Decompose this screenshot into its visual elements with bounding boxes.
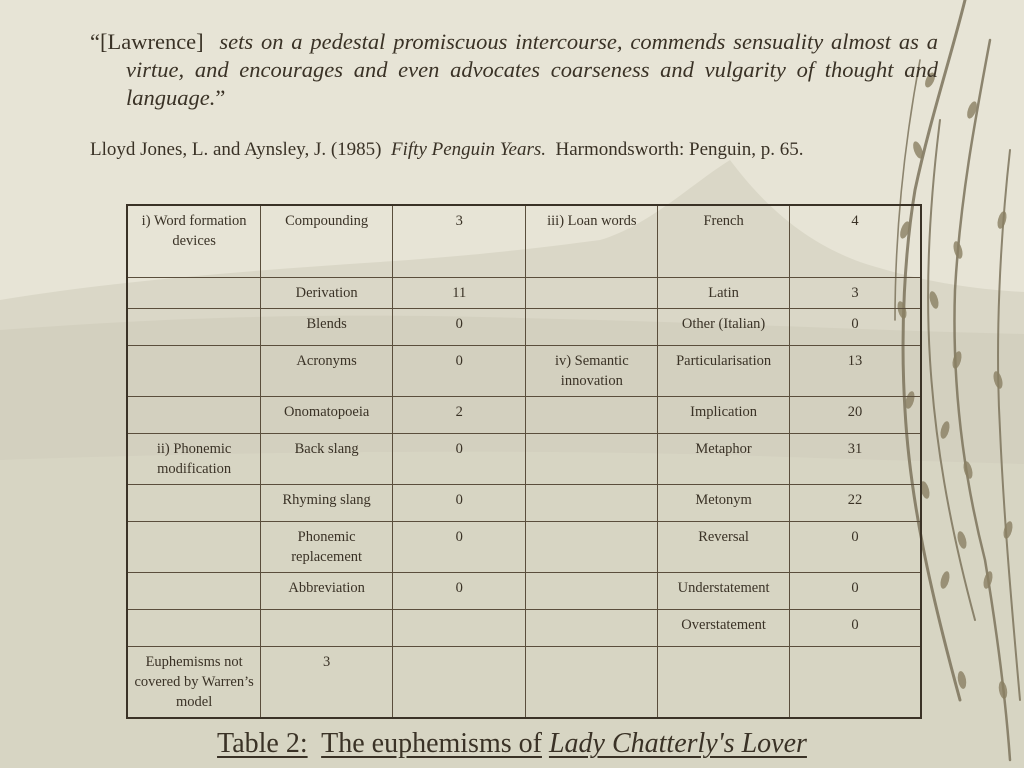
- table-cell: 0: [393, 572, 526, 609]
- table-cell: [127, 345, 261, 396]
- caption-text: The euphemisms of: [321, 728, 542, 759]
- table-cell: Reversal: [658, 521, 790, 572]
- table-cell: 11: [393, 277, 526, 308]
- table-row: [127, 277, 921, 308]
- table-cell: Latin: [658, 277, 790, 308]
- table-cell: 3: [261, 646, 393, 718]
- citation-authors: Lloyd Jones, L. and Aynsley, J. (1985): [90, 139, 382, 160]
- table-cell: 0: [393, 345, 526, 396]
- table-row: [127, 609, 921, 646]
- table-cell: Back slang: [261, 433, 393, 484]
- table-cell: Acronyms: [261, 345, 393, 396]
- table-cell: [526, 433, 658, 484]
- table-cell: [526, 308, 658, 345]
- table-cell: iii) Loan words: [526, 205, 658, 277]
- table-cell: iv) Semantic innovation: [526, 345, 658, 396]
- caption-label: Table 2:: [217, 728, 308, 759]
- table-cell: 2: [393, 396, 526, 433]
- table-cell: 22: [790, 484, 922, 521]
- table-cell: 3: [393, 205, 526, 277]
- table-cell: [393, 646, 526, 718]
- table-cell: Derivation: [261, 277, 393, 308]
- table-cell: 13: [790, 345, 922, 396]
- table-cell: Metonym: [658, 484, 790, 521]
- caption-title: Lady Chatterly's Lover: [548, 728, 807, 759]
- table-caption: [0, 726, 1024, 762]
- citation-title: Fifty Penguin Years.: [391, 139, 546, 160]
- table-cell: [127, 484, 261, 521]
- table-cell: Blends: [261, 308, 393, 345]
- table-cell: [127, 277, 261, 308]
- table-row: [127, 521, 921, 572]
- table-cell: 31: [790, 433, 922, 484]
- table-cell: Onomatopoeia: [261, 396, 393, 433]
- table-cell: Particularisation: [658, 345, 790, 396]
- table-cell: [790, 646, 922, 718]
- table-cell: 0: [393, 433, 526, 484]
- table-cell: Other (Italian): [658, 308, 790, 345]
- table-cell: 0: [790, 572, 922, 609]
- table-row: [127, 308, 921, 345]
- table-cell: Understatement: [658, 572, 790, 609]
- table-row: [127, 572, 921, 609]
- table-cell: 0: [393, 521, 526, 572]
- citation: [90, 138, 950, 162]
- table-cell: Euphemisms not covered by Warren’s model: [127, 646, 261, 718]
- table-cell: Rhyming slang: [261, 484, 393, 521]
- table-cell: French: [658, 205, 790, 277]
- table-cell: Phonemic replacement: [261, 521, 393, 572]
- table-cell: Metaphor: [658, 433, 790, 484]
- table-cell: [127, 572, 261, 609]
- table-cell: [526, 521, 658, 572]
- table-row: [127, 646, 921, 718]
- table-cell: [526, 572, 658, 609]
- table-cell: ii) Phonemic modification: [127, 433, 261, 484]
- table-cell: 0: [790, 308, 922, 345]
- table-row: [127, 396, 921, 433]
- table-cell: 0: [790, 609, 922, 646]
- table-cell: [526, 396, 658, 433]
- quote-close: ”: [215, 85, 226, 110]
- table-cell: 0: [393, 308, 526, 345]
- quotation: [90, 28, 938, 112]
- table-row: [127, 345, 921, 396]
- table-cell: Implication: [658, 396, 790, 433]
- euphemism-table: [126, 204, 922, 719]
- table-cell: [127, 396, 261, 433]
- quote-text: sets on a pedestal promiscuous intercourse, commends sensuality almost as a virtue, and encourages and even advocates coarseness and vulgarity of thought and language.: [126, 29, 939, 110]
- table-row: [127, 205, 921, 277]
- table-cell: Compounding: [261, 205, 393, 277]
- table-cell: [526, 484, 658, 521]
- table-cell: [526, 277, 658, 308]
- table-cell: 0: [393, 484, 526, 521]
- table-cell: [658, 646, 790, 718]
- table-cell: Abbreviation: [261, 572, 393, 609]
- table-cell: [526, 646, 658, 718]
- table-cell: [526, 609, 658, 646]
- table-cell: 0: [790, 521, 922, 572]
- table-cell: [393, 609, 526, 646]
- table-cell: [127, 521, 261, 572]
- table-cell: [127, 609, 261, 646]
- table-row: [127, 484, 921, 521]
- table-row: [127, 433, 921, 484]
- table-cell: Overstatement: [658, 609, 790, 646]
- table-body: [127, 205, 921, 718]
- table-cell: [127, 308, 261, 345]
- table-cell: 20: [790, 396, 922, 433]
- citation-publisher: Harmondsworth: Penguin, p. 65.: [555, 139, 804, 160]
- table-cell: [261, 609, 393, 646]
- table-cell: i) Word formation devices: [127, 205, 261, 277]
- table-cell: 4: [790, 205, 922, 277]
- table-cell: 3: [790, 277, 922, 308]
- quote-open: “[Lawrence]: [90, 29, 204, 54]
